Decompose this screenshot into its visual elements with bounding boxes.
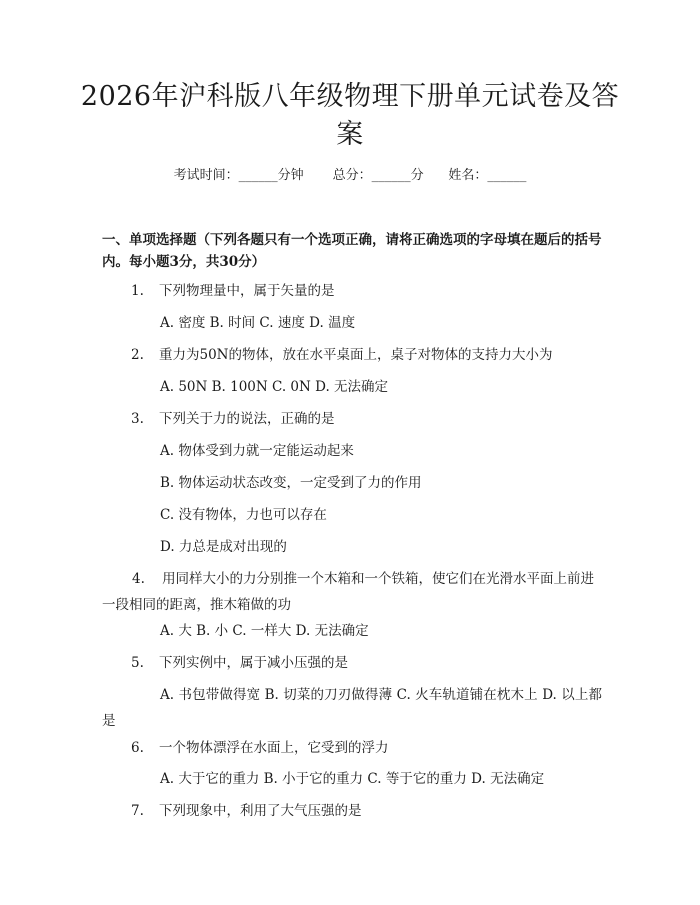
question-number: 3. xyxy=(131,411,144,427)
question-number: 1. xyxy=(131,283,144,299)
question-number: 5. xyxy=(131,655,144,671)
exam-time-field: 考试时间：______分钟 xyxy=(173,168,304,183)
question-3-option-a: A. 物体受到力就一定能运动起来 xyxy=(160,443,354,459)
total-score-field: 总分：______分 xyxy=(332,168,424,183)
question-4-options: A. 大 B. 小 C. 一样大 D. 无法确定 xyxy=(160,623,369,639)
question-number: 7. xyxy=(131,803,144,819)
question-5-options: A. 书包带做得宽 B. 切菜的刀刃做得薄 C. 火车轨道铺在枕木上 D. 以上都是 xyxy=(102,687,602,729)
question-text: 用同样大小的力分别推一个木箱和一个铁箱，使它们在光滑水平面上前进一段相同的距离，推木箱做的功 xyxy=(102,571,595,613)
question-6-options: A. 大于它的重力 B. 小于它的重力 C. 等于它的重力 D. 无法确定 xyxy=(160,771,545,787)
question-text: 下列关于力的说法，正确的是 xyxy=(159,411,335,427)
question-number: 4. xyxy=(132,571,145,587)
question-3-option-c: C. 没有物体，力也可以存在 xyxy=(160,507,327,523)
question-text: 重力为50N的物体，放在水平桌面上，桌子对物体的支持力大小为 xyxy=(159,347,553,363)
name-field: 姓名：______ xyxy=(448,168,527,183)
question-text: 下列实例中，属于减小压强的是 xyxy=(159,655,348,671)
question-4 xyxy=(102,566,602,618)
question-text: 一个物体漂浮在水面上，它受到的浮力 xyxy=(159,740,389,756)
question-3-option-d: D. 力总是成对出现的 xyxy=(160,539,287,555)
document-title: 2026年沪科版八年级物理下册单元试卷及答案 xyxy=(80,81,620,150)
question-text: 下列物理量中，属于矢量的是 xyxy=(159,283,335,299)
question-1-options: A. 密度 B. 时间 C. 速度 D. 温度 xyxy=(160,315,356,331)
exam-info-line xyxy=(0,166,700,186)
question-3-option-b: B. 物体运动状态改变，一定受到了力的作用 xyxy=(160,475,422,491)
question-number: 2. xyxy=(131,347,144,363)
question-text: 下列现象中，利用了大气压强的是 xyxy=(159,803,362,819)
section-heading: 一、单项选择题（下列各题只有一个选项正确，请将正确选项的字母填在题后的括号内。每小题3分，共30分） xyxy=(102,232,602,270)
question-2-options: A. 50N B. 100N C. 0N D. 无法确定 xyxy=(160,379,389,395)
question-number: 6. xyxy=(131,740,144,756)
